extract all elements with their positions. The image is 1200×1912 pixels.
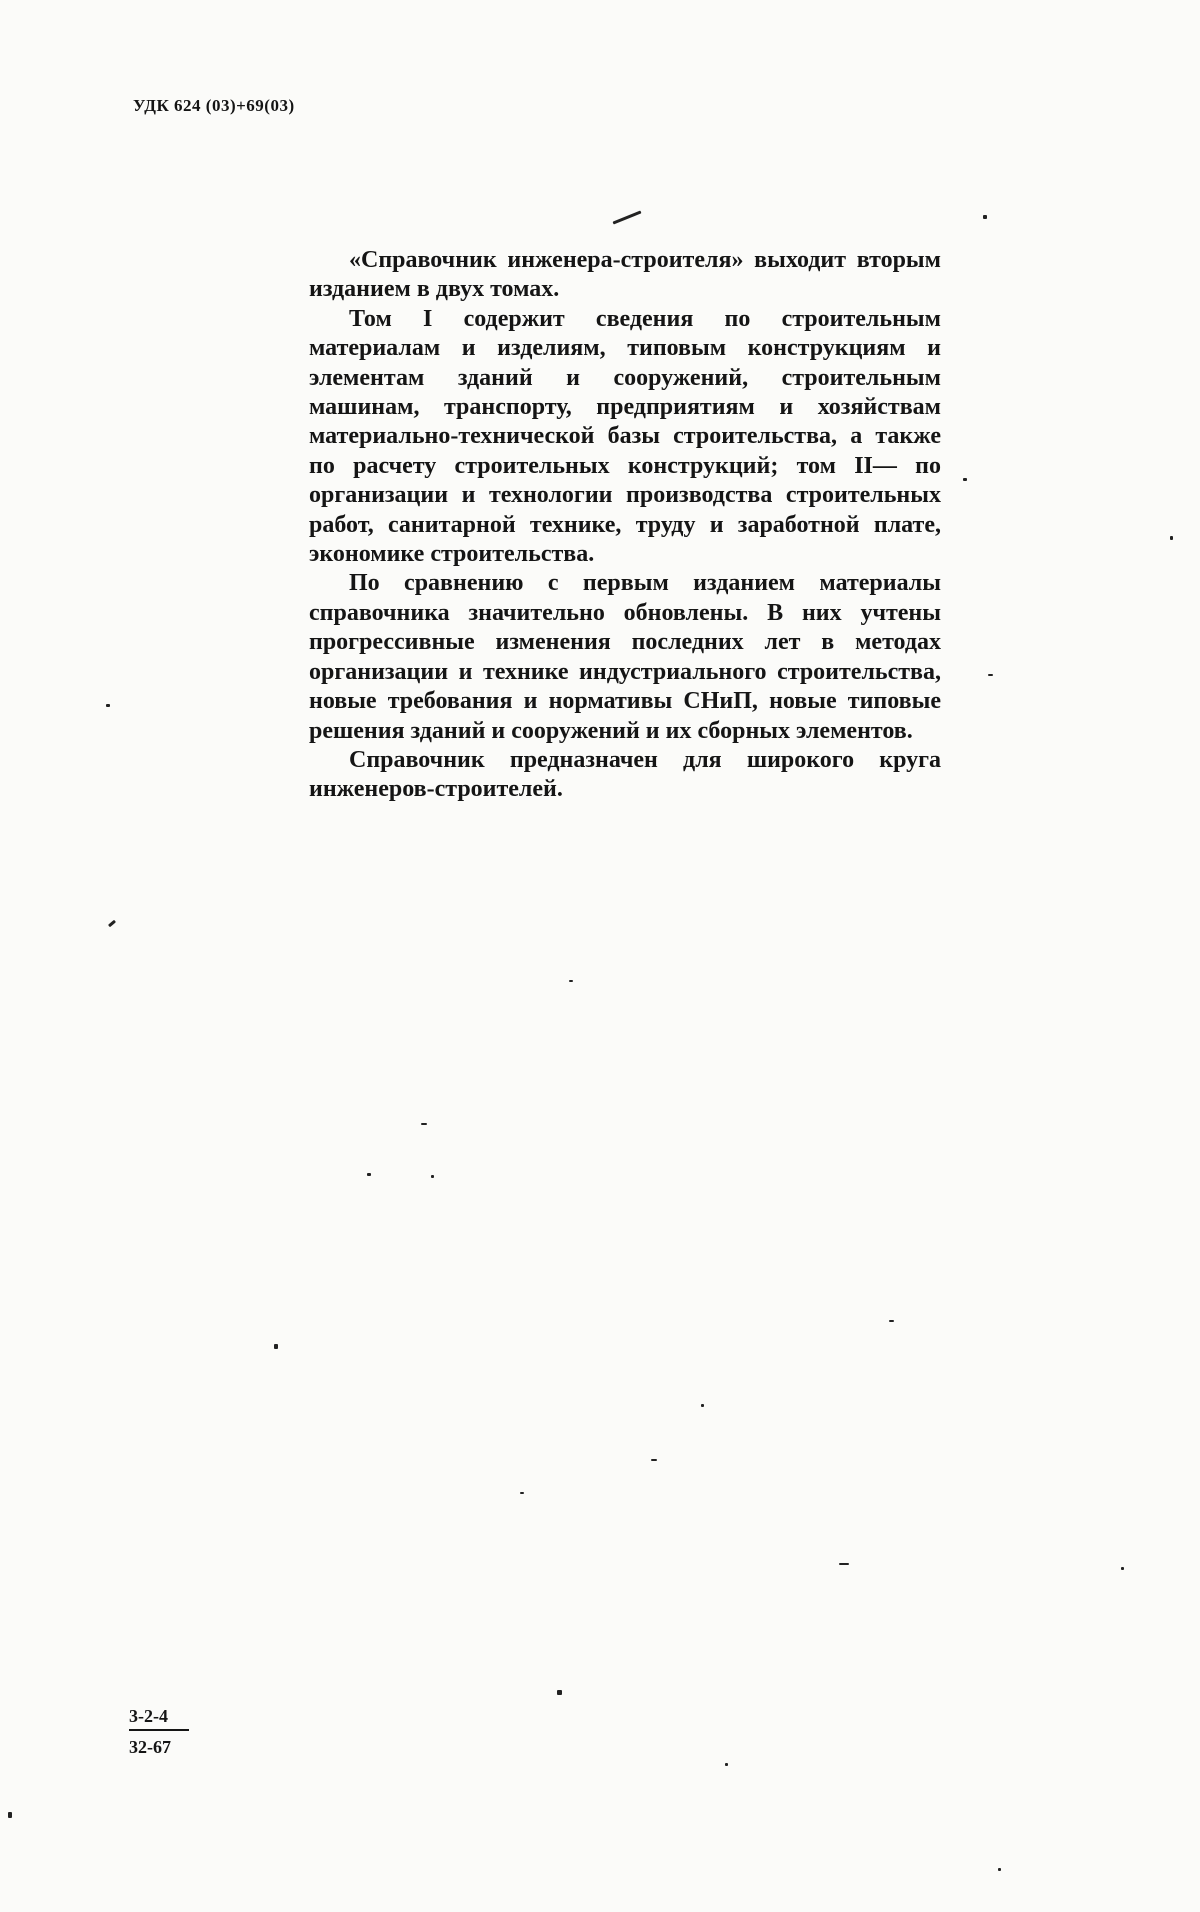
scan-speck: [725, 1763, 728, 1766]
scan-speck: [701, 1404, 704, 1407]
scan-speck: [421, 1123, 427, 1125]
scan-speck: [108, 920, 116, 927]
scan-speck: [274, 1344, 278, 1349]
scan-speck: [367, 1173, 371, 1176]
scan-speck: [520, 1492, 524, 1494]
annotation-text: [309, 246, 941, 805]
udk-code: УДК 624 (03)+69(03): [133, 96, 295, 115]
scan-speck: [963, 478, 967, 481]
classification-denominator: 32-67: [129, 1737, 171, 1757]
scan-speck: [1170, 536, 1173, 540]
scan-speck: [569, 980, 573, 982]
scan-speck: [983, 215, 987, 219]
scan-speck: [998, 1868, 1001, 1871]
classification-index: [129, 1706, 189, 1758]
annotation-paragraph: Справочник предназначен для широкого круга инженеров-строителей.: [309, 746, 941, 803]
scan-speck: [1121, 1567, 1124, 1570]
annotation-paragraph: Том I содержит сведения по строительным материалам и изделиям, типовым конструкциям и элементам зданий и сооружений, строительным машинам, транспорту, предприятиям и хозяйствам материально-технической базы строительства, а также по расчету строительных конструкций; том II— по организации и технологии производства строительных работ, санитарной технике, труду и заработной плате, экономике строительства.: [309, 305, 941, 568]
scan-speck: [557, 1690, 562, 1695]
annotation-paragraph: По сравнению с первым изданием материалы справочника значительно обновлены. В них учтены прогрессивные изменения последних лет в методах организации и технике индустриального строительства, новые требования и нормативы СНиП, новые типовые решения зданий и сооружений и их сборных элементов.: [309, 570, 941, 744]
scan-speck: [839, 1563, 849, 1565]
scan-speck: [613, 210, 642, 224]
scan-speck: [988, 674, 993, 676]
classification-numerator: 3-2-4: [129, 1706, 189, 1731]
scan-speck: [8, 1812, 12, 1818]
scan-speck: [889, 1320, 894, 1322]
scan-speck: [651, 1459, 657, 1461]
scan-speck: [106, 704, 110, 707]
annotation-paragraph: «Справочник инженера-строителя» выходит вторым изданием в двух томах.: [309, 247, 941, 303]
scan-speck: [431, 1175, 434, 1178]
